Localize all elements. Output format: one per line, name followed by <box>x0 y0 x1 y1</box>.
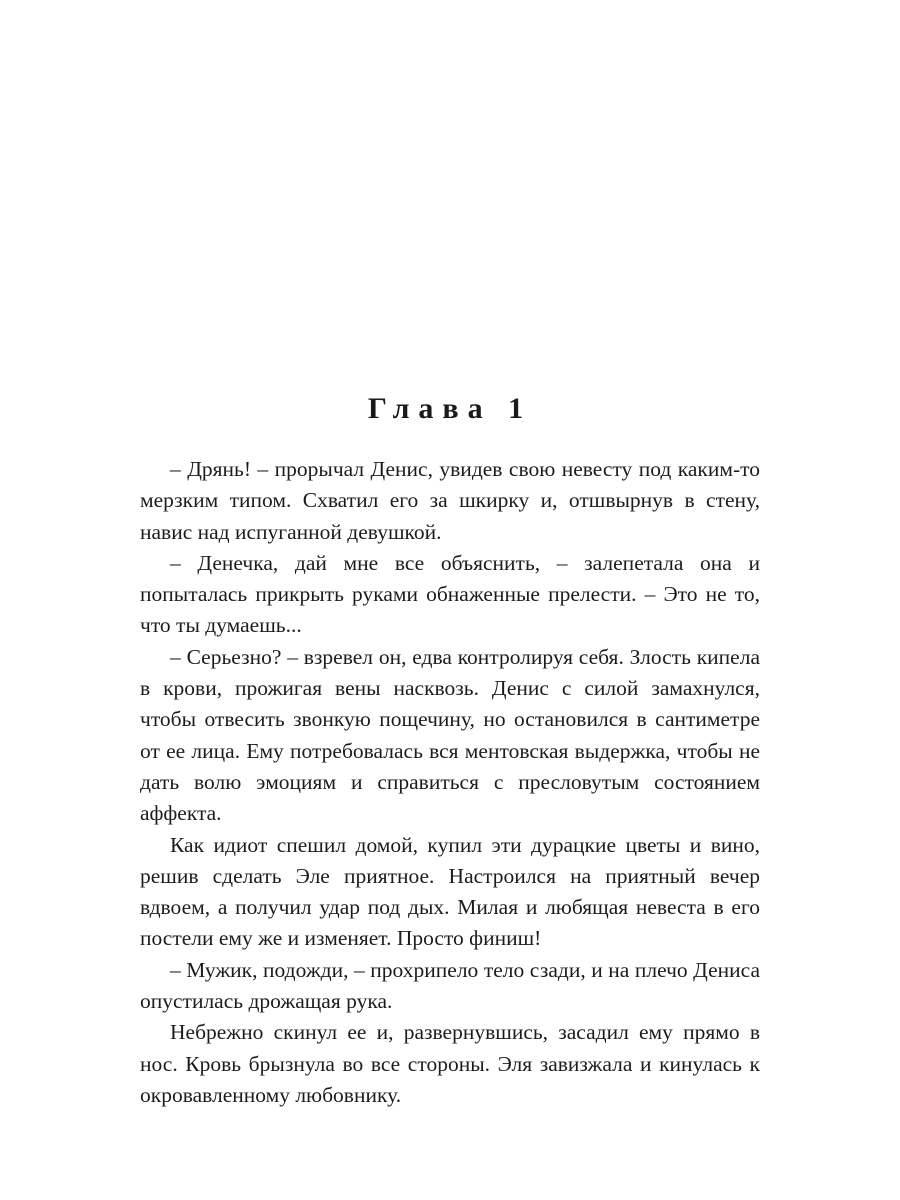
paragraph: – Серьезно? – взревел он, едва контролируя себя. Злость кипела в крови, прожигая вены насквозь. Денис с силой замахнулся, чтобы отвесить звонкую пощечину, но остановился в сантиметре от ее лица. Ему потребовалась вся ментовская выдержка, чтобы не дать волю эмоциям и справиться с пресловутым состоянием аффекта. <box>140 644 760 826</box>
chapter-title: Глава 1 <box>367 392 533 425</box>
paragraph: – Денечка, дай мне все объяснить, – залепетала она и попыталась прикрыть руками обнаженные прелести. – Это не то, что ты думаешь... <box>140 550 760 638</box>
paragraph: Небрежно скинул ее и, развернувшись, засадил ему прямо в нос. Кровь брызнула во все стороны. Эля завизжала и кинулась к окровавленному любовнику. <box>140 1020 760 1107</box>
paragraph: – Дрянь! – прорычал Денис, увидев свою невесту под каким-то мерзким типом. Схватил его за шкирку и, отшвырнув в стену, навис над испуганной девушкой. <box>140 457 760 544</box>
chapter-text <box>140 454 760 1111</box>
paragraph: Как идиот спешил домой, купил эти дурацкие цветы и вино, решив сделать Эле приятное. Настроился на приятный вечер вдвоем, а получил удар под дых. Милая и любящая невеста в его постели ему же и изменяет. Просто финиш! <box>140 832 760 951</box>
paragraph: – Мужик, подожди, – прохрипело тело сзади, и на плечо Дениса опустилась дрожащая рука. <box>140 957 760 1014</box>
